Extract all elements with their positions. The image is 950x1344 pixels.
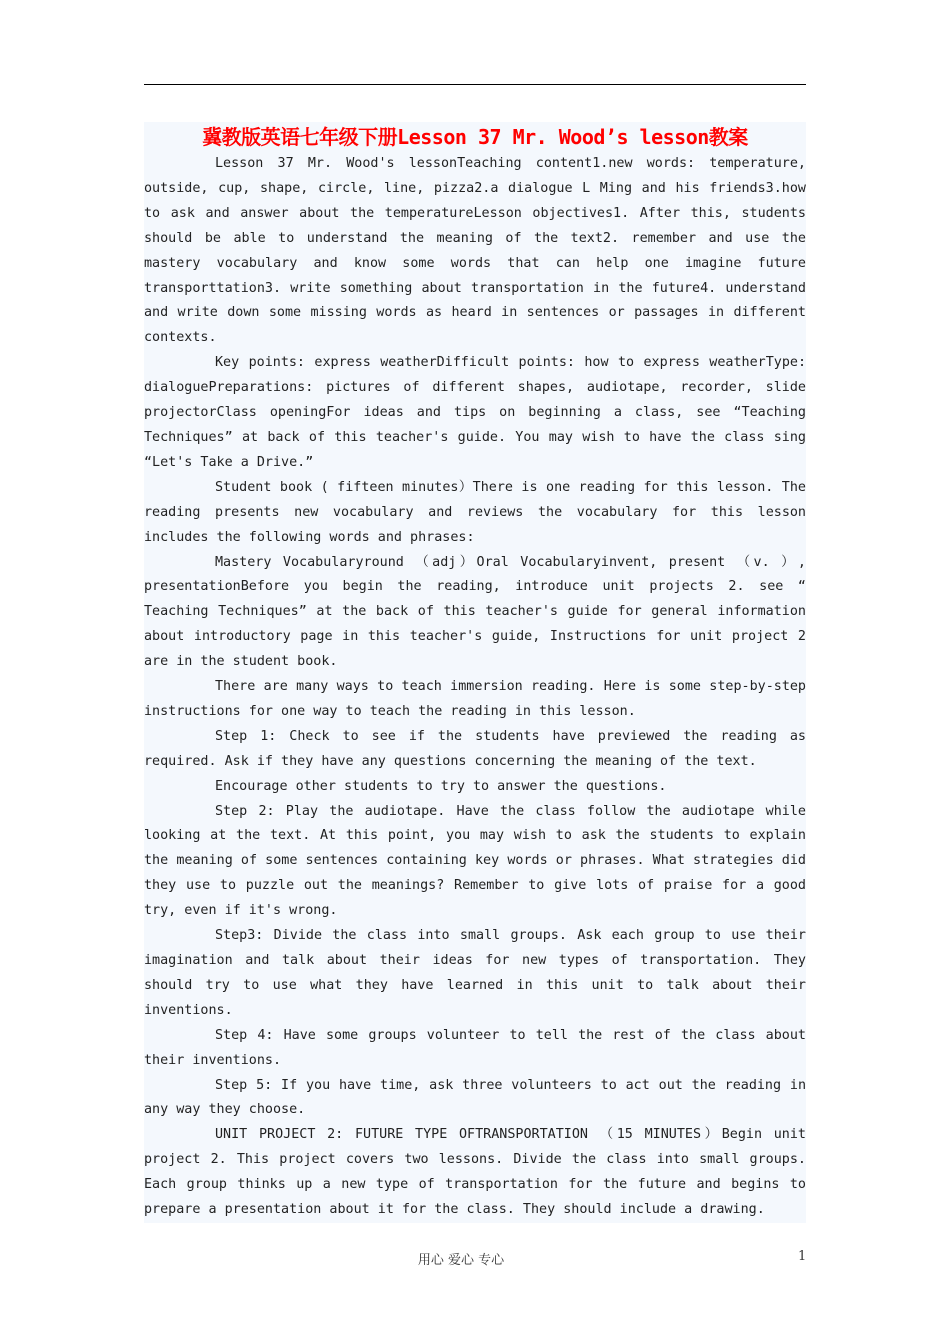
paragraph-3: Student book ( fifteen minutes）There is one reading for this lesson. The reading presents new vocabulary and reviews the vocabulary for this lesson includes the following words and phrases: xyxy=(144,479,806,545)
document-title: 冀教版英语七年级下册Lesson 37 Mr. Wood’s lesson教案 xyxy=(202,125,748,149)
paragraph-9: Step3: Divide the class into small groups. Ask each group to use their imagination and talk about their ideas for new types of transportation. They should try to use what they have learned in this unit to talk about their inventions. xyxy=(144,928,806,1018)
paragraph-2: Key points: express weatherDifficult points: how to express weatherType: dialoguePreparations: pictures of different shapes, audiotape, recorder, slide projectorClass openingFor ideas and tips on beginning a class, see “Teaching Techniques” at back of this teacher's guide. You may wish to have the class sing “Let's Take a Drive.” xyxy=(144,355,806,470)
paragraph-11: Step 5: If you have time, ask three volunteers to act out the reading in any way they choose. xyxy=(144,1077,806,1118)
footer-motto: 用心 爱心 专心 xyxy=(417,1253,505,1268)
document-body xyxy=(144,122,806,1223)
paragraph-1: Lesson 37 Mr. Wood's lessonTeaching content1.new words: temperature, outside, cup, shape, circle, line, pizza2.a dialogue L Ming and his friends3.how to ask and answer about the temperatureLesson objectives1. After this, students should be able to understand the meaning of the text2. remember and use the mastery vocabulary and know some words that can help one imagine future transporttation3. write something about transportation in the future4. understand and write down some missing words as heard in sentences or passages in different contexts. xyxy=(144,156,806,346)
paragraph-6: Step 1: Check to see if the students have previewed the reading as required. Ask if they have any questions concerning the meaning of the text. xyxy=(144,728,806,769)
paragraph-8: Step 2: Play the audiotape. Have the class follow the audiotape while looking at the text. At this point, you may wish to ask the students to explain the meaning of some sentences containing key words or phrases. What strategies did they use to puzzle out the meanings? Remember to give lots of praise for a good try, even if it's wrong. xyxy=(144,803,806,919)
paragraph-12: UNIT PROJECT 2: FUTURE TYPE OFTRANSPORTATION （15 MINUTES）Begin unit project 2. This project covers two lessons. Divide the class into small groups. Each group thinks up a new type of transportation for the future and begins to prepare a presentation about it for the class. They should include a drawing. xyxy=(144,1127,806,1218)
page-number: 1 xyxy=(798,1249,807,1264)
paragraph-7: Encourage other students to try to answer the questions. xyxy=(215,778,667,794)
paragraph-10: Step 4: Have some groups volunteer to tell the rest of the class about their inventions. xyxy=(144,1027,806,1068)
paragraph-4: Mastery Vocabularyround （adj）Oral Vocabularyinvent, present （v. ）, presentationBefore you begin the reading, introduce unit projects 2. see “ Teaching Techniques” at the back of this teacher's guide for general information about introductory page in this teacher's guide, Instructions for unit project 2 are in the student book. xyxy=(144,554,806,670)
header-rule xyxy=(144,84,806,85)
paragraph-5: There are many ways to teach immersion reading. Here is some step-by-step instructions for one way to teach the reading in this lesson. xyxy=(144,679,806,719)
